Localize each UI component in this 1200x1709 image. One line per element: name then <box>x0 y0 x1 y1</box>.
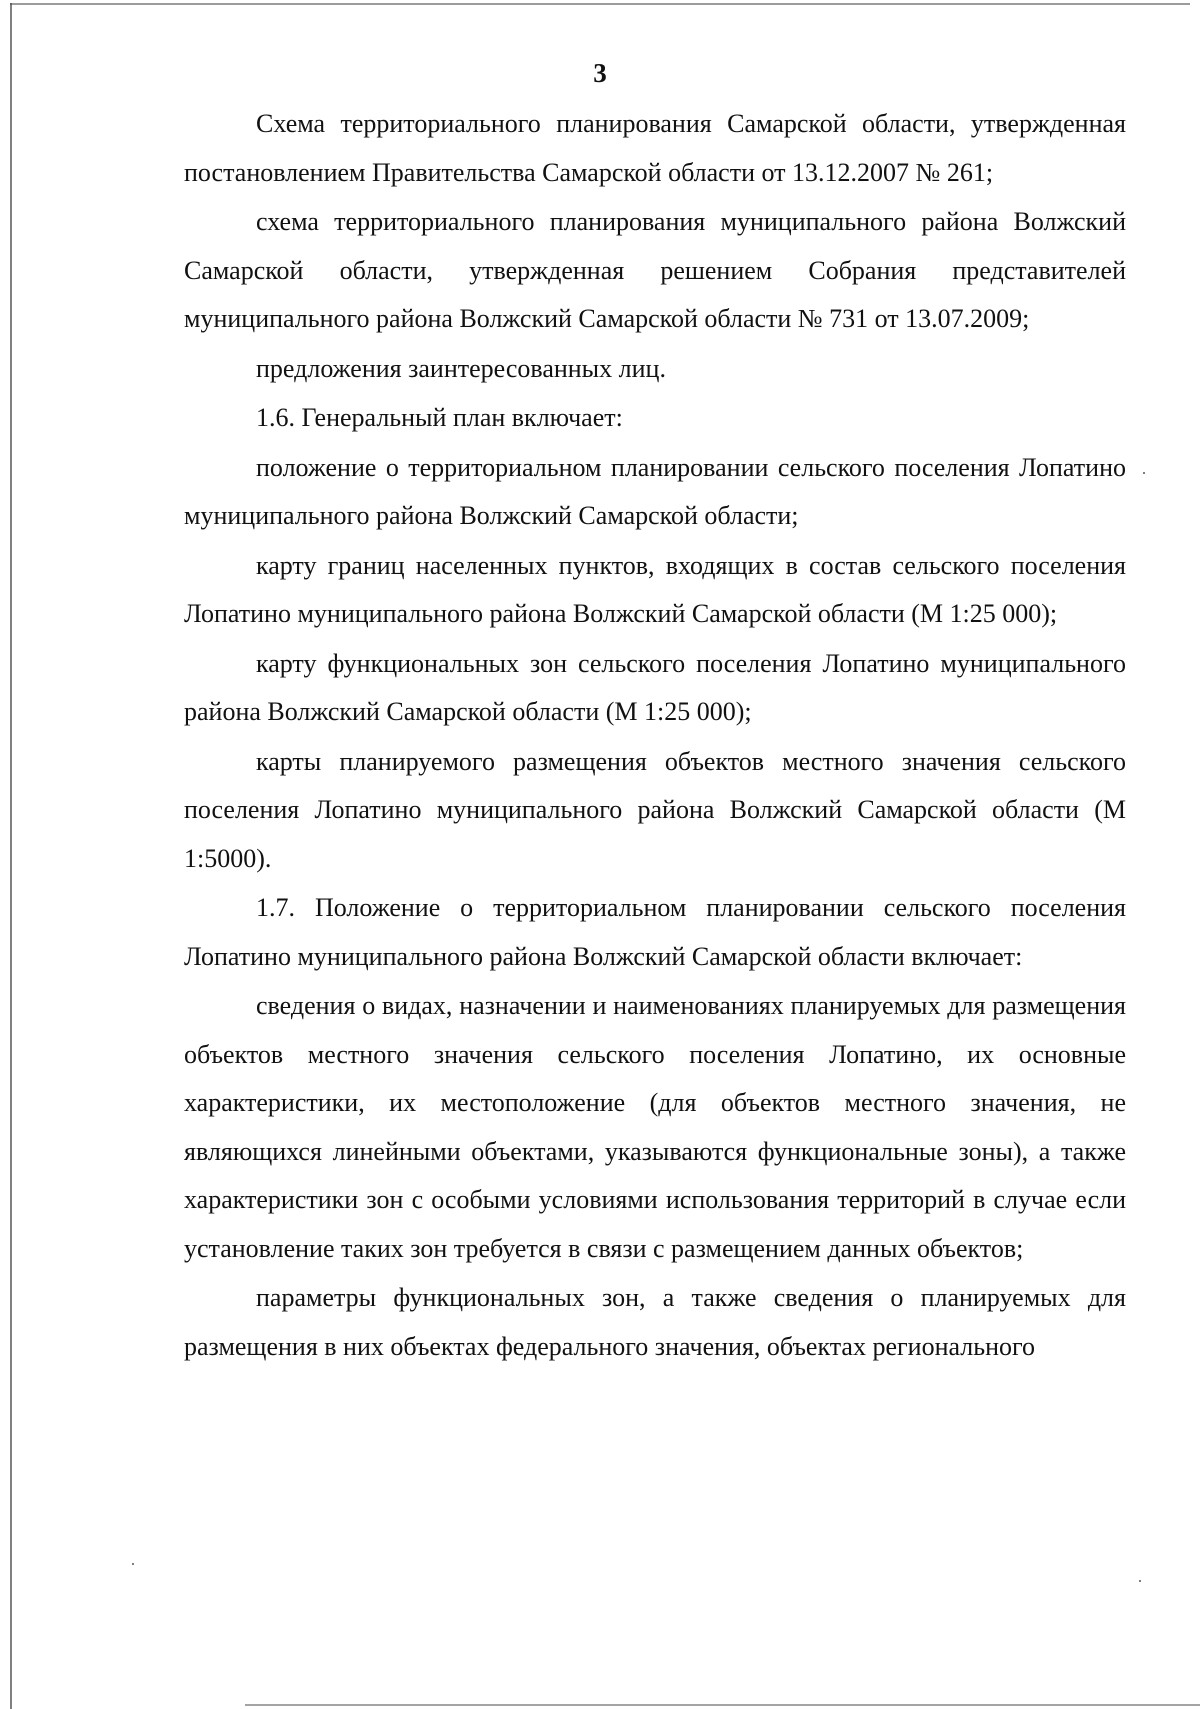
scan-speck <box>132 1563 134 1565</box>
page-number: 3 <box>593 58 607 88</box>
paragraph-2: схема территориального планирования муниципального района Волжский Самарской области, утвержденная решением Собрания представителей муниципального района Волжский Самарской области № 731 от 13.07.2009; <box>184 207 1126 333</box>
scan-edge-left <box>10 3 12 1709</box>
paragraph-1: Схема территориального планирования Самарской области, утвержденная постановлением Правительства Самарской области от 13.12.2007 № 261; <box>184 109 1126 187</box>
paragraph-4: 1.6. Генеральный план включает: <box>256 403 623 432</box>
paragraph-10: сведения о видах, назначении и наименованиях планируемых для размещения объектов местного значения сельского поселения Лопатино, их основные характеристики, их местоположение (для объектов местного значения, не являющихся линейными объектами, указываются функциональные зоны), а также характеристики зон с особыми условиями использования территорий в случае если установление таких зон требуется в связи с размещением данных объектов; <box>184 991 1126 1263</box>
paragraph-5: положение о территориальном планировании сельского поселения Лопатино муниципального района Волжский Самарской области; <box>184 452 1126 530</box>
paragraph-7: карту функциональных зон сельского поселения Лопатино муниципального района Волжский Самарской области (М 1:25 000); <box>184 648 1126 726</box>
document-body <box>184 100 1126 1371</box>
paragraph-8: карты планируемого размещения объектов местного значения сельского поселения Лопатино муниципального района Волжский Самарской области (М 1:5000). <box>184 746 1126 873</box>
scan-edge-top <box>10 3 1190 5</box>
paragraph-9: 1.7. Положение о территориальном планировании сельского поселения Лопатино муниципального района Волжский Самарской области включает: <box>184 893 1126 971</box>
paragraph-3: предложения заинтересованных лиц. <box>256 353 666 383</box>
scan-speck <box>1143 472 1145 474</box>
paragraph-6: карту границ населенных пунктов, входящих в состав сельского поселения Лопатино муниципального района Волжский Самарской области (М 1:25 000); <box>184 550 1126 628</box>
scan-edge-bottom <box>245 1704 1200 1706</box>
paragraph-11: параметры функциональных зон, а также сведения о планируемых для размещения в них объектах федерального значения, объектах регионального <box>184 1283 1126 1361</box>
scan-speck <box>1139 1580 1141 1582</box>
